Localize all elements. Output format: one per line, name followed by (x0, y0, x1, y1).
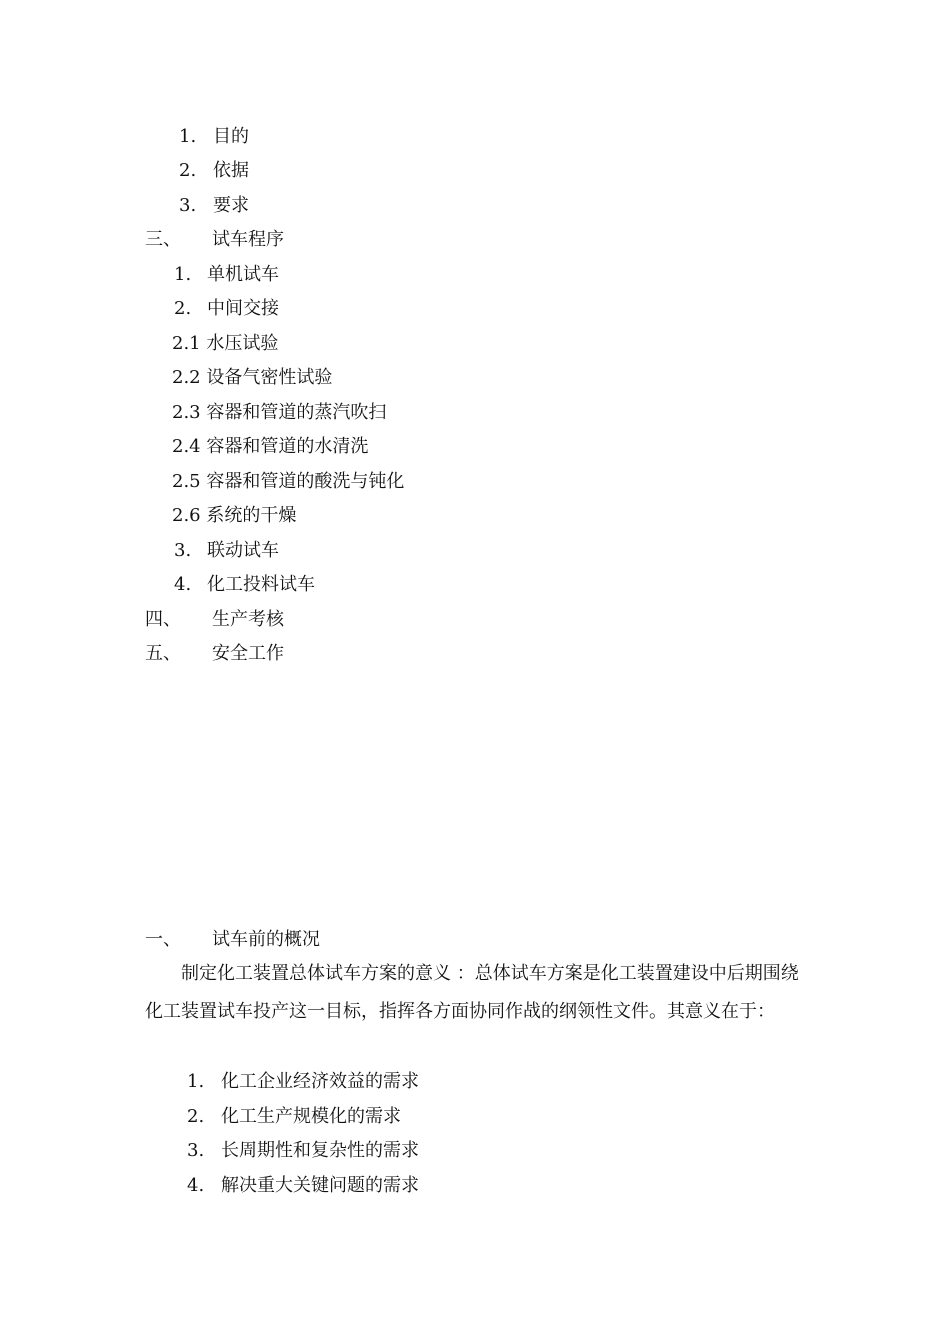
list-item-number: 1. (187, 1071, 205, 1092)
toc-item-number: 2. (174, 298, 192, 319)
section-number: 一、 (145, 929, 181, 950)
toc-item-number: 3. (179, 195, 197, 216)
toc-section-number: 三、 (145, 229, 181, 250)
list-item-number: 3. (187, 1140, 205, 1161)
toc-subitem: 2.4 容器和管道的水清洗 (172, 436, 369, 457)
toc-item-text: 单机试车 (207, 264, 279, 285)
toc-item (179, 125, 249, 149)
toc-section-number: 五、 (145, 643, 181, 664)
list-item-text: 解决重大关键问题的需求 (221, 1175, 419, 1196)
toc-section-heading (145, 608, 284, 632)
toc-item-text: 联动试车 (207, 540, 279, 561)
toc-section-title: 安全工作 (212, 643, 284, 664)
toc-section-number: 四、 (145, 609, 181, 630)
toc-item-text: 中间交接 (207, 298, 279, 319)
toc-subitem: 2.5 容器和管道的酸洗与钝化 (172, 471, 405, 492)
toc-item-number: 3. (174, 540, 192, 561)
toc-subitem: 2.2 设备气密性试验 (172, 367, 333, 388)
toc-item (174, 539, 279, 563)
toc-item (179, 194, 249, 218)
body-paragraph: 制定化工装置总体试车方案的意义 ：总体试车方案是化工装置建设中后期围绕化工装置试车投产这一目标，指挥各方面协同作战的纲领性文件。其意义在于： (145, 963, 799, 1022)
toc-subitem: 2.3 容器和管道的蒸汽吹扫 (172, 402, 387, 423)
toc-item-number: 1. (179, 126, 197, 147)
list-item-number: 2. (187, 1106, 205, 1127)
list-item-text: 化工生产规模化的需求 (221, 1106, 401, 1127)
toc-item-text: 化工投料试车 (207, 574, 315, 595)
section-heading (145, 928, 320, 952)
toc-item-number: 1. (174, 264, 192, 285)
toc-item (174, 573, 315, 597)
toc-item (174, 297, 279, 321)
toc-section-title: 试车程序 (212, 229, 284, 250)
toc-item-number: 2. (179, 160, 197, 181)
list-item (187, 1070, 419, 1094)
toc-item-text: 依据 (213, 160, 249, 181)
toc-item-text: 目的 (213, 126, 249, 147)
list-item-text: 长周期性和复杂性的需求 (221, 1140, 419, 1161)
toc-section-title: 生产考核 (212, 609, 284, 630)
list-item (187, 1105, 401, 1129)
toc-item-text: 要求 (213, 195, 249, 216)
toc-subitem: 2.6 系统的干燥 (172, 505, 297, 526)
list-item-text: 化工企业经济效益的需求 (221, 1071, 419, 1092)
list-item (187, 1174, 419, 1198)
list-item-number: 4. (187, 1175, 205, 1196)
toc-section-heading (145, 642, 284, 666)
toc-item (174, 263, 279, 287)
toc-item (179, 159, 249, 183)
toc-subitem: 2.1 水压试验 (172, 333, 279, 354)
toc-item-number: 4. (174, 574, 192, 595)
list-item (187, 1139, 419, 1163)
toc-section-heading (145, 228, 284, 252)
section-title: 试车前的概况 (212, 929, 320, 950)
